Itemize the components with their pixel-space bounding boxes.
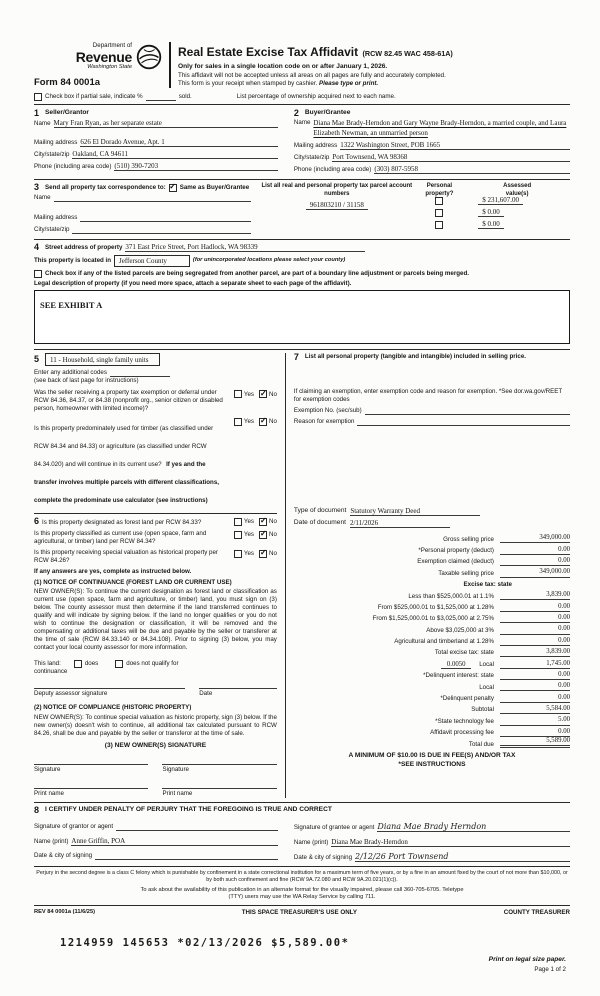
correspondence-label: Send all property tax correspondence to:	[45, 183, 166, 191]
seller-csz-input[interactable]: Oakland, CA 94611	[72, 150, 277, 159]
s5q2-yes-checkbox[interactable]	[234, 418, 242, 426]
see-instructions-note: *SEE INSTRUCTIONS	[398, 760, 466, 768]
grantee-signature-label: Signature of grantee or agent	[293, 824, 375, 832]
doc-date-row	[294, 516, 570, 528]
reason-exemption-input[interactable]	[357, 418, 570, 426]
correspondence-name-input[interactable]	[54, 194, 252, 202]
right-column	[286, 353, 570, 798]
parcel-number-input[interactable]: 961803210 / 31158	[306, 201, 368, 210]
tier2-label: From $525,000.01 to $1,525,000 at 1.28%	[377, 603, 494, 611]
subtotal-label: Subtotal	[471, 706, 494, 714]
header-note-1: Only for sales in a single location code on or after January 1, 2026.	[178, 63, 388, 70]
grantor-date-input[interactable]	[95, 852, 278, 860]
section-5-number: 5	[34, 354, 40, 365]
land-does-not-checkbox[interactable]	[115, 660, 123, 668]
same-as-buyer-label: Same as Buyer/Grantee	[179, 183, 250, 191]
delinquent-interest-local-label: Local	[479, 683, 494, 691]
parcel-numbers-header: List all real and personal property tax parcel account numbers	[261, 183, 413, 197]
additional-codes-input[interactable]	[110, 369, 170, 377]
seller-name-input[interactable]: Mary Fran Ryan, as her separate estate	[54, 119, 278, 128]
predominate-use-note: If yes and the transfer involves multiple parcels with different classifications, complete the predominate use calculator (see instructions)	[34, 460, 219, 504]
s6q2-no-label: No	[268, 531, 277, 539]
land-does-checkbox[interactable]	[74, 660, 82, 668]
signature-label-1: Signature	[34, 766, 61, 774]
treasurer-divider	[34, 905, 570, 906]
owner-signature-row	[34, 764, 277, 774]
legal-description-label: Legal description of property (if you need more space, attach a separate sheet to each page of the affidavit).	[34, 280, 352, 288]
revenue-wordmark: Revenue	[75, 48, 132, 65]
seller-phone-label: Phone (including area code)	[34, 163, 112, 171]
total-excise-state-value[interactable]: 3,839.00	[500, 648, 570, 657]
tier1-label: Less than $525,000.01 at 1.1%	[408, 592, 494, 600]
new-owners-signature-title: (3) NEW OWNER(S) SIGNATURE	[104, 741, 207, 749]
alt-format-notice-line1: To ask about the availability of this publication in an alternate format for the visually impaired, please call 360-705-6705. Teletype	[140, 886, 464, 893]
personal-property-checkbox-2[interactable]	[435, 209, 443, 217]
taxable-selling-price-label: Taxable selling price	[438, 569, 494, 577]
use-and-tax-region	[34, 349, 570, 798]
timber-agriculture-text: Is this property predominately used for timber (as classified under RCW 84.34 and 84.33) or agriculture (as classified under RCW 84.34.020) and will continue in its current use? If yes and the transfer involves multiple parcels with different classifications, complete the predominate use calculator (see instructions)	[34, 424, 219, 504]
buyer-name-label: Name	[293, 119, 311, 127]
tax-computation-table	[294, 532, 570, 748]
notice-continuance-title: (1) NOTICE OF CONTINUANCE (FOREST LAND OR CURRENT USE)	[34, 578, 232, 586]
tier2-value[interactable]: 0.00	[500, 603, 570, 612]
s6q2-yes-checkbox[interactable]	[234, 531, 242, 539]
s6q3-yes-checkbox[interactable]	[234, 550, 242, 558]
seller-heading: Seller/Grantor	[45, 109, 89, 117]
partial-sale-checkbox[interactable]	[34, 93, 42, 101]
owner-signature-field-1[interactable]	[34, 764, 148, 774]
doc-type-label: Type of document	[293, 507, 347, 515]
owner-signature-field-2[interactable]	[162, 764, 276, 774]
s6q3-no-label: No	[268, 550, 277, 558]
grantor-name-label: Name (print)	[34, 838, 69, 846]
exemption-deferral-question	[34, 389, 277, 413]
gross-selling-price-value[interactable]: 349,000.00	[500, 534, 570, 543]
land-does-not-label: does not qualify for	[126, 659, 179, 667]
s5q2-no-label: No	[268, 418, 277, 426]
delinquent-penalty-label: *Delinquent penalty	[440, 695, 494, 703]
correspondence-parcel-section	[34, 179, 570, 234]
owner-printname-field-2[interactable]	[162, 788, 276, 798]
s5q1-yes-label: Yes	[243, 390, 254, 398]
grantee-date-input[interactable]: 2/12/26 Port Townsend	[355, 853, 570, 862]
owner-printname-field-1[interactable]	[34, 788, 148, 798]
county-note: (for unincorporated locations please select your county)	[192, 257, 346, 264]
deputy-assessor-row	[34, 688, 277, 698]
assessed-value-input-2[interactable]: $ 0.00	[478, 208, 504, 217]
buyer-heading: Buyer/Grantee	[304, 109, 351, 117]
delinquent-interest-state-value[interactable]: 0.00	[500, 671, 570, 680]
tier1-value[interactable]: 3,839.00	[500, 591, 570, 600]
gross-selling-price-label: Gross selling price	[443, 535, 494, 543]
doc-date-label: Date of document	[293, 519, 346, 527]
grantor-date-label: Date & city of signing	[34, 852, 93, 860]
total-due-value[interactable]: 5,589.00	[500, 737, 570, 748]
personal-property-entry-area[interactable]	[294, 362, 570, 388]
buyer-phone-label: Phone (including area code)	[293, 166, 372, 174]
grantor-name-input[interactable]: Anne Griffin, POA	[71, 837, 278, 846]
section-1-number: 1	[34, 107, 40, 118]
personal-property-header: Personal property?	[425, 183, 454, 197]
buyer-mailing-input[interactable]: 1322 Washington Street, POB 1665	[340, 141, 570, 150]
legal-description-text: SEE EXHIBIT A	[40, 300, 103, 311]
rev-treasurer-row	[34, 909, 570, 917]
deputy-signature-field[interactable]	[34, 688, 185, 698]
delinquent-interest-local-value[interactable]: 0.00	[500, 682, 570, 691]
affidavit-processing-fee-value[interactable]: 0.00	[500, 728, 570, 737]
notice-compliance-title: (2) NOTICE OF COMPLIANCE (HISTORIC PROPERTY)	[34, 703, 192, 711]
county-treasurer-label: COUNTY TREASURER	[503, 909, 570, 917]
correspondence-csz-input[interactable]	[72, 226, 251, 234]
s6q2-no-checkbox[interactable]	[259, 531, 267, 539]
deputy-date-field[interactable]	[199, 688, 277, 698]
buyer-block	[286, 107, 570, 175]
exemption-no-input[interactable]	[365, 407, 570, 415]
section-3-number: 3	[34, 182, 40, 193]
form-title-row	[178, 43, 570, 61]
grantee-certification	[286, 815, 570, 862]
left-column	[34, 353, 286, 798]
s6q3-no-checkbox[interactable]	[259, 550, 267, 558]
correspondence-mailing-label: Mailing address	[34, 213, 78, 221]
seller-mailing-input[interactable]: 626 El Dorado Avenue, Apt. 1	[80, 138, 278, 147]
property-use-code-input[interactable]: 11 - Household, single family units	[45, 353, 160, 366]
seller-csz-label: City/state/zip	[34, 151, 70, 159]
s6q3-yes-label: Yes	[243, 550, 254, 558]
total-excise-state-label: Total excise tax: state	[434, 649, 494, 657]
local-tax-label: Local	[479, 660, 494, 668]
buyer-csz-label: City/state/zip	[293, 154, 330, 162]
ag-timberland-label: Agricultural and timberland at 1.28%	[394, 638, 494, 646]
form-number: Form 84 0001a	[34, 76, 101, 88]
treasurer-stamp: 1214959 145653 *02/13/2026 $5,589.00*	[60, 936, 350, 949]
s6q2-yes-label: Yes	[243, 531, 254, 539]
county-select[interactable]: Jefferson County	[114, 255, 190, 267]
dept-of-label: Department of	[92, 42, 132, 49]
correspondence-name-label: Name	[34, 193, 51, 201]
footer-divider	[34, 866, 570, 867]
dor-logo-icon	[136, 44, 162, 70]
seller-phone-input[interactable]: (510) 390-7203	[114, 162, 278, 171]
exemption-deferral-text: Was the seller receiving a property tax exemption or deferral under RCW 84.36, 84.37, or 84.38 (nonprofit org., senior citizen or disabled person, homeowner with limited income)?	[34, 389, 223, 412]
personal-property-list-label: List all personal property (tangible and intangible) included in selling price.	[304, 353, 526, 361]
continuance-label: continuance	[34, 667, 68, 675]
state-technology-fee-value[interactable]: 5.00	[500, 716, 570, 725]
excise-tax-state-header: Excise tax: state	[463, 581, 512, 589]
ag-timberland-value[interactable]: 0.00	[500, 637, 570, 646]
tier3-label: From $1,525,000.01 to $3,025,000 at 2.75%	[372, 615, 494, 623]
section-4-number: 4	[34, 242, 40, 253]
personal-property-checkbox-3[interactable]	[435, 221, 443, 229]
current-use-text: Is this property classified as current use (open space, farm and agricultural, or timber) land per RCW 84.34?	[34, 529, 207, 545]
section-8-number: 8	[34, 805, 40, 815]
located-in-label: This property is located in	[34, 257, 112, 265]
partial-percent-input[interactable]	[146, 93, 176, 101]
assessed-value-input-3[interactable]: $ 0.00	[478, 220, 504, 229]
s6q1-yes-label: Yes	[243, 518, 254, 526]
personal-property-checkbox-1[interactable]	[435, 197, 443, 205]
s6q1-no-checkbox[interactable]	[259, 518, 267, 526]
parties-section	[34, 104, 570, 175]
washington-state-label: Washington State	[87, 63, 132, 70]
partial-sale-row	[34, 93, 570, 101]
seller-name-label: Name	[34, 120, 51, 128]
minimum-due-note: A MINIMUM OF $10.00 IS DUE IN FEE(S) AND/OR TAX	[348, 752, 516, 760]
printname-label-2: Print name	[162, 790, 193, 798]
s5q2-no-checkbox[interactable]	[259, 418, 267, 426]
correspondence-csz-label: City/state/zip	[34, 225, 70, 233]
current-use-question	[34, 530, 277, 546]
grantor-signature-field[interactable]	[116, 823, 278, 831]
grantor-signature-label: Signature of grantor or agent	[34, 823, 114, 831]
doc-date-input[interactable]: 2/11/2026	[350, 519, 450, 528]
forest-land-question	[34, 517, 277, 527]
buyer-mailing-label: Mailing address	[293, 142, 338, 150]
state-technology-fee-label: *State technology fee	[435, 717, 494, 725]
property-location-section	[34, 239, 570, 344]
delinquent-interest-state-label: *Delinquent interest: state	[423, 672, 494, 680]
local-rate-input[interactable]: 0.0050	[441, 661, 471, 669]
alt-format-notice-line2: (TTY) users may use the WA Relay Service by calling 711.	[228, 894, 376, 901]
s6q1-no-label: No	[268, 518, 277, 526]
grantee-date-label: Date & city of signing	[293, 854, 353, 862]
same-as-buyer-checkbox[interactable]	[169, 184, 177, 192]
print-note-block	[489, 956, 566, 975]
segregated-label: Check box if any of the listed parcels are being segregated from another parcel, are part of a boundary line adjustment or parcels being merged.	[45, 270, 469, 278]
header-note-3: This form is your receipt when stamped by cashier. Please type or print.	[178, 79, 379, 87]
exemption-reason-area[interactable]	[294, 426, 570, 504]
doc-type-row	[294, 504, 570, 516]
street-address-label: Street address of property	[45, 244, 123, 252]
grantee-name-input[interactable]: Diana Mae Brady-Herndon	[331, 838, 570, 847]
ownership-percentage-note: List percentage of ownership acquired next to each name.	[236, 92, 396, 100]
if-yes-note: If any answers are yes, complete as instructed below.	[34, 567, 192, 575]
additional-codes-label: Enter any additional codes	[34, 369, 107, 377]
timber-agriculture-question	[34, 417, 277, 507]
partial-sale-label: Check box if partial sale, indicate %	[45, 92, 143, 100]
tier4-label: Above $3,025,000 at 3%	[426, 626, 494, 634]
page-indicator: Page 1 of 2	[534, 966, 566, 974]
subtotal-value[interactable]: 5,584.00	[500, 705, 570, 714]
reason-exemption-label: Reason for exemption	[293, 418, 355, 426]
certification-section	[34, 802, 570, 862]
parcel-table	[259, 183, 570, 234]
taxable-selling-price-value[interactable]: 349,000.00	[500, 568, 570, 577]
street-address-input[interactable]: 371 East Price Street, Port Hadlock, WA 98339	[125, 243, 365, 252]
form-header	[34, 42, 570, 88]
segregated-checkbox[interactable]	[34, 270, 42, 278]
s5q1-no-label: No	[268, 390, 277, 398]
buyer-name-input[interactable]: Diana Mae Brady-Herndon and Gary Wayne Brady-Herndon, a married couple, and Laura Elizabeth Newman, an unmarried person	[313, 119, 567, 137]
total-due-label: Total due	[468, 740, 494, 748]
historic-property-text: Is this property receiving special valuation as historical property per RCW 84.26?	[34, 548, 218, 564]
s5q1-yes-checkbox[interactable]	[234, 390, 242, 398]
print-legal-note: Print on legal size paper.	[488, 955, 566, 963]
buyer-csz-input[interactable]: Port Townsend, WA 98368	[332, 153, 570, 162]
rev-number: REV 84 0001a (11/6/25)	[34, 909, 96, 916]
forest-land-text: 6 Is this property designated as forest land per RCW 84.33?	[34, 515, 202, 526]
exemption-claimed-label: Exemption claimed (deduct)	[417, 558, 494, 566]
certify-statement: I CERTIFY UNDER PENALTY OF PERJURY THAT THE FOREGOING IS TRUE AND CORRECT	[45, 806, 332, 814]
correspondence-mailing-input[interactable]	[80, 214, 251, 222]
perjury-notice: Perjury in the second degree is a class C felony which is punishable by confinement in a state correctional institution for a maximum term of five years, or by a fine in an amount fixed by the court of not more than $10,000, or by both such confinement and fine (RCW 9A.72.080 and RCW 9A.20.021(1)(c)).	[36, 870, 568, 884]
section-2-number: 2	[293, 107, 299, 118]
tier4-value[interactable]: 0.00	[500, 625, 570, 634]
parcel-number-input-2[interactable]	[259, 210, 414, 222]
personal-property-deduct-label: *Personal property (deduct)	[418, 546, 494, 554]
deputy-signature-label: Deputy assessor signature	[34, 689, 108, 697]
historic-property-question	[34, 549, 277, 565]
parcel-number-input-3[interactable]	[259, 222, 414, 234]
form-title-rcw: (RCW 82.45 WAC 458-61A)	[362, 49, 453, 58]
doc-type-input[interactable]: Statutory Warranty Deed	[350, 507, 480, 516]
land-does-label: does	[84, 659, 99, 667]
s5q1-no-checkbox[interactable]	[259, 390, 267, 398]
s5q2-yes-label: Yes	[243, 418, 254, 426]
exemption-no-label: Exemption No. (sec/sub)	[293, 407, 362, 415]
this-land-label: This land:	[34, 659, 61, 667]
deputy-date-label: Date	[199, 689, 213, 697]
s6q1-yes-checkbox[interactable]	[234, 518, 242, 526]
seller-mailing-label: Mailing address	[34, 139, 78, 147]
local-tax-value[interactable]: 1,745.00	[500, 660, 570, 669]
seller-block	[34, 107, 286, 175]
owner-printname-row	[34, 788, 277, 798]
tier3-value[interactable]: 0.00	[500, 614, 570, 623]
exemption-claim-note: If claiming an exemption, enter exemption code and reason for exemption. *See dor.wa.gov/REET for exemption codes	[293, 388, 563, 404]
form-title: Real Estate Excise Tax Affidavit	[178, 45, 359, 59]
agency-block	[34, 42, 162, 88]
correspondence-block	[34, 183, 259, 234]
grantee-name-label: Name (print)	[293, 839, 329, 847]
notice-compliance-body: NEW OWNER(S): To continue special valuation as historic property, sign (3) below. If the new owner(s) doesn't wish to continue, all additional tax calculated pursuant to RCW 84.26, shall be due and payable by the seller or transferor at the time of sale.	[34, 713, 277, 737]
header-note-2: This affidavit will not be accepted unless all areas on all pages are fully and accurately completed.	[178, 71, 446, 79]
delinquent-penalty-value[interactable]: 0.00	[500, 694, 570, 703]
section-7-number: 7	[293, 352, 299, 363]
treasurer-space-label: THIS SPACE TREASURER'S USE ONLY	[241, 909, 358, 917]
buyer-phone-input[interactable]: (303) 807-5958	[374, 165, 570, 174]
printname-label-1: Print name	[34, 790, 64, 798]
grantee-signature-field[interactable]: Diana Mae Brady Herndon	[377, 823, 570, 832]
legal-description-input[interactable]	[34, 290, 570, 344]
additional-codes-note: (see back of last page for instructions)	[34, 377, 139, 385]
exemption-claimed-value[interactable]: 0.00	[500, 557, 570, 566]
affidavit-processing-fee-label: Affidavit processing fee	[430, 729, 494, 737]
personal-property-deduct-value[interactable]: 0.00	[500, 546, 570, 555]
assessed-value-input-1[interactable]: $ 231,607.00	[478, 196, 523, 205]
header-divider	[169, 42, 171, 88]
partial-sold-label: sold.	[178, 92, 192, 100]
signature-label-2: Signature	[162, 766, 189, 774]
notice-continuance-body: NEW OWNER(S): To continue the current designation as forest land or classification as current use (open space, farm and agriculture, or timber) land, you must sign on (3) below. The county assessor must then determine if the land transferred continues to qualify and will indicate by signing below. If the land no longer qualifies or you do not wish to continue the designation or classification, it will be removed and the compensating or additional taxes will be due and payable by the seller or transferer at the time of sale (RCW 84.33.140 or 84.34.108). Prior to signing (3) below, you may contact your local county assessor for more information.	[34, 588, 277, 651]
grantor-certification	[34, 815, 286, 862]
assessed-value-header: Assessed value(s)	[503, 183, 532, 197]
